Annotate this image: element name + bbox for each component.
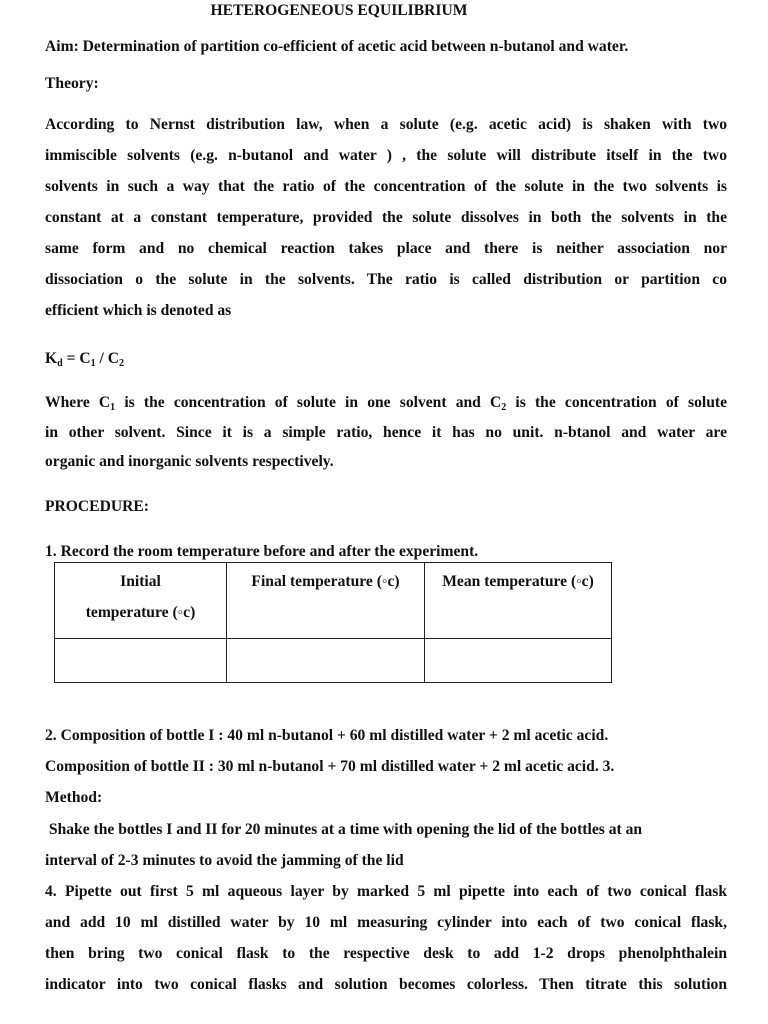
step-2-line-1: 2. Composition of bottle I : 40 ml n-butanol + 60 ml distilled water + 2 ml acetic acid.: [45, 727, 609, 744]
aim-text: Aim: Determination of partition co-efficient of acetic acid between n-butanol and water.: [45, 38, 629, 55]
method-line-1: Shake the bottles I and II for 20 minutes at a time with opening the lid of the bottles at an: [45, 821, 643, 838]
document-title: HETEROGENEOUS EQUILIBRIUM: [210, 2, 468, 19]
formula: $K_d = C_1 / C_2$: [45, 350, 125, 369]
theory-line: efficient which is denoted as: [45, 302, 232, 319]
theory-line: immiscible solvents (e.g. n-butanol and water ) , the solute will distribute itself in the two: [45, 147, 727, 164]
theory-line: constant at a constant temperature, provided the solute dissolves in both the solvents in the: [45, 209, 727, 226]
where-line-1: Where $C_1$ is the concentration of solute in one solvent and $C_2$ is the concentration of solute: [45, 394, 727, 413]
step-1-text: 1. Record the room temperature before and after the experiment.: [45, 543, 479, 560]
table-header-final: Final temperature (◦c): [227, 563, 425, 639]
theory-line: same form and no chemical reaction takes place and there is neither association nor: [45, 240, 727, 257]
step-4-line: and add 10 ml distilled water by 10 ml measuring cylinder into each of two conical flask,: [45, 914, 727, 931]
table-header-initial: Initial temperature (◦c): [55, 563, 227, 639]
temperature-table: [54, 562, 612, 683]
theory-heading: Theory:: [45, 75, 99, 92]
step-4-line: then bring two conical flask to the respective desk to add 1-2 drops phenolphthalein: [45, 945, 727, 962]
theory-line: According to Nernst distribution law, when a solute (e.g. acetic acid) is shaken with two: [45, 116, 727, 133]
method-heading: Method:: [45, 789, 103, 806]
where-line-2: in other solvent. Since it is a simple ratio, hence it has no unit. n-btanol and water are: [45, 424, 727, 441]
where-line-3: organic and inorganic solvents respectively.: [45, 453, 334, 470]
theory-line: dissociation o the solute in the solvents. The ratio is called distribution or partition co: [45, 271, 727, 288]
step-4-line: 4. Pipette out first 5 ml aqueous layer by marked 5 ml pipette into each of two conical flask: [45, 883, 727, 900]
table-header-mean: Mean temperature (◦c): [425, 563, 612, 639]
theory-line: solvents in such a way that the ratio of the concentration of the solute in the two solvents is: [45, 178, 727, 195]
table-cell-initial: [55, 639, 227, 683]
procedure-heading: PROCEDURE:: [45, 498, 149, 515]
method-line-2: interval of 2-3 minutes to avoid the jamming of the lid: [45, 852, 404, 869]
step-4-line: indicator into two conical flasks and solution becomes colorless. Then titrate this solution: [45, 976, 727, 993]
step-2-line-2: Composition of bottle II : 30 ml n-butanol + 70 ml distilled water + 2 ml acetic acid. 3.: [45, 758, 615, 775]
table-cell-mean: [425, 639, 612, 683]
table-cell-final: [227, 639, 425, 683]
